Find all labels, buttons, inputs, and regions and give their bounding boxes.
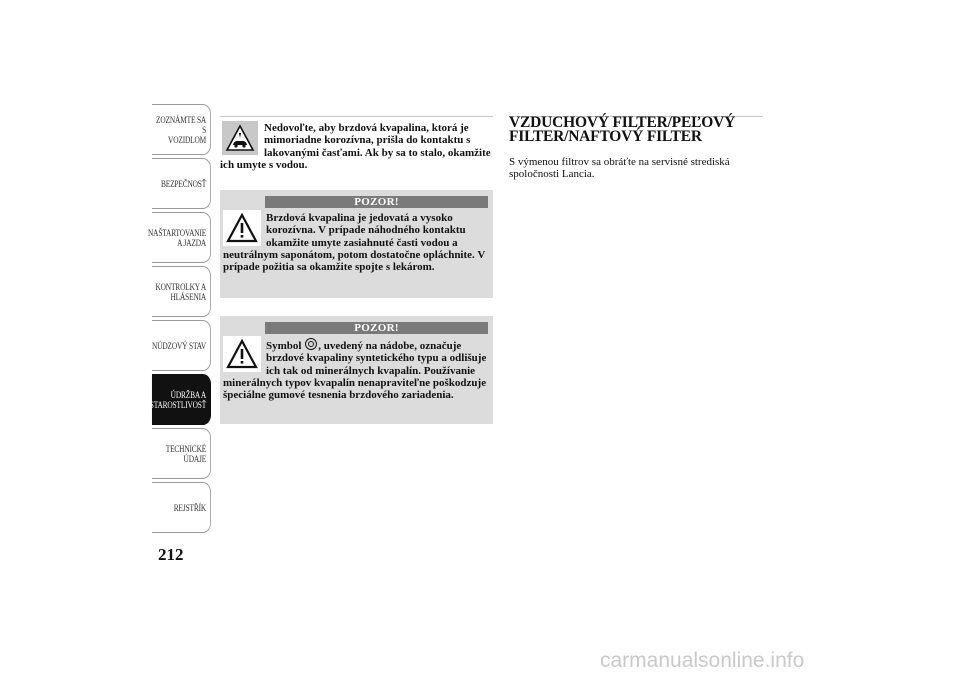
watermark: carmanualsonline.info — [600, 649, 805, 672]
warning-title: POZOR! — [265, 322, 488, 334]
warning-triangle-icon — [223, 210, 261, 246]
tab-udrzba[interactable]: ÚDRŽBA A STAROSTLIVOSŤ — [152, 374, 211, 425]
warning-triangle-icon — [223, 336, 261, 372]
section-paragraph: S výmenou filtrov sa obráťte na servisné strediská spoločnosti Lancia. — [509, 156, 730, 181]
car-paint-icon — [222, 121, 258, 155]
brake-fluid-symbol-icon — [305, 338, 317, 350]
tab-technicke-udaje[interactable]: TECHNICKÉ ÚDAJE — [152, 428, 211, 479]
tab-bezpecnost[interactable]: BEZPEČNOSŤ — [152, 158, 211, 209]
tab-zoznamte-sa[interactable]: ZOZNÁMTE SA S VOZIDLOM — [152, 104, 211, 155]
section-heading: VZDUCHOVÝ FILTER/PEĽOVÝ FILTER/NAFTOVÝ FILTER — [509, 114, 736, 145]
warning-body: Brzdová kvapalina je jedovatá a vysoko korozívna. V prípade náhodného kontaktu okamžite umyte zasiahnuté časti vodou a neutrálnym saponátom, potom dostatočne opláchnite. V prípade požitia sa okamžite spojte s lekárom. — [223, 212, 486, 274]
warning-box-symbol — [220, 316, 493, 424]
tab-nudzovy-stav[interactable]: NÚDZOVÝ STAV — [152, 320, 211, 371]
tab-nastartovanie[interactable]: NAŠTARTOVANIE A JAZDA — [152, 212, 211, 263]
tab-kontrolky[interactable]: KONTROLKY A HLÁSENIA — [152, 266, 211, 317]
left-column — [220, 117, 493, 171]
paint-note — [220, 117, 493, 171]
warning-box-toxic — [220, 190, 493, 298]
paint-note-text: Nedovoľte, aby brzdová kvapalina, ktorá je mimoriadne korozívna, prišla do kontaktu s lakovanými časťami. Ak by sa to stalo, okamžite ich umyte s vodou. — [220, 122, 491, 171]
warning-body: Symbol , uvedený na nádobe, označuje brzdové kvapaliny syntetického typu a odlišuje ich tak od minerálnych kvapalín. Používanie minerálnych typov kvapalín nenapraviteľne poškodzuje špeciálne gumové tesnenia brzdového zariadenia. — [223, 340, 487, 402]
warning-title: POZOR! — [265, 196, 488, 208]
page-number: 212 — [158, 545, 184, 564]
tab-rejstrik[interactable]: REJSTŘÍK — [152, 482, 211, 533]
